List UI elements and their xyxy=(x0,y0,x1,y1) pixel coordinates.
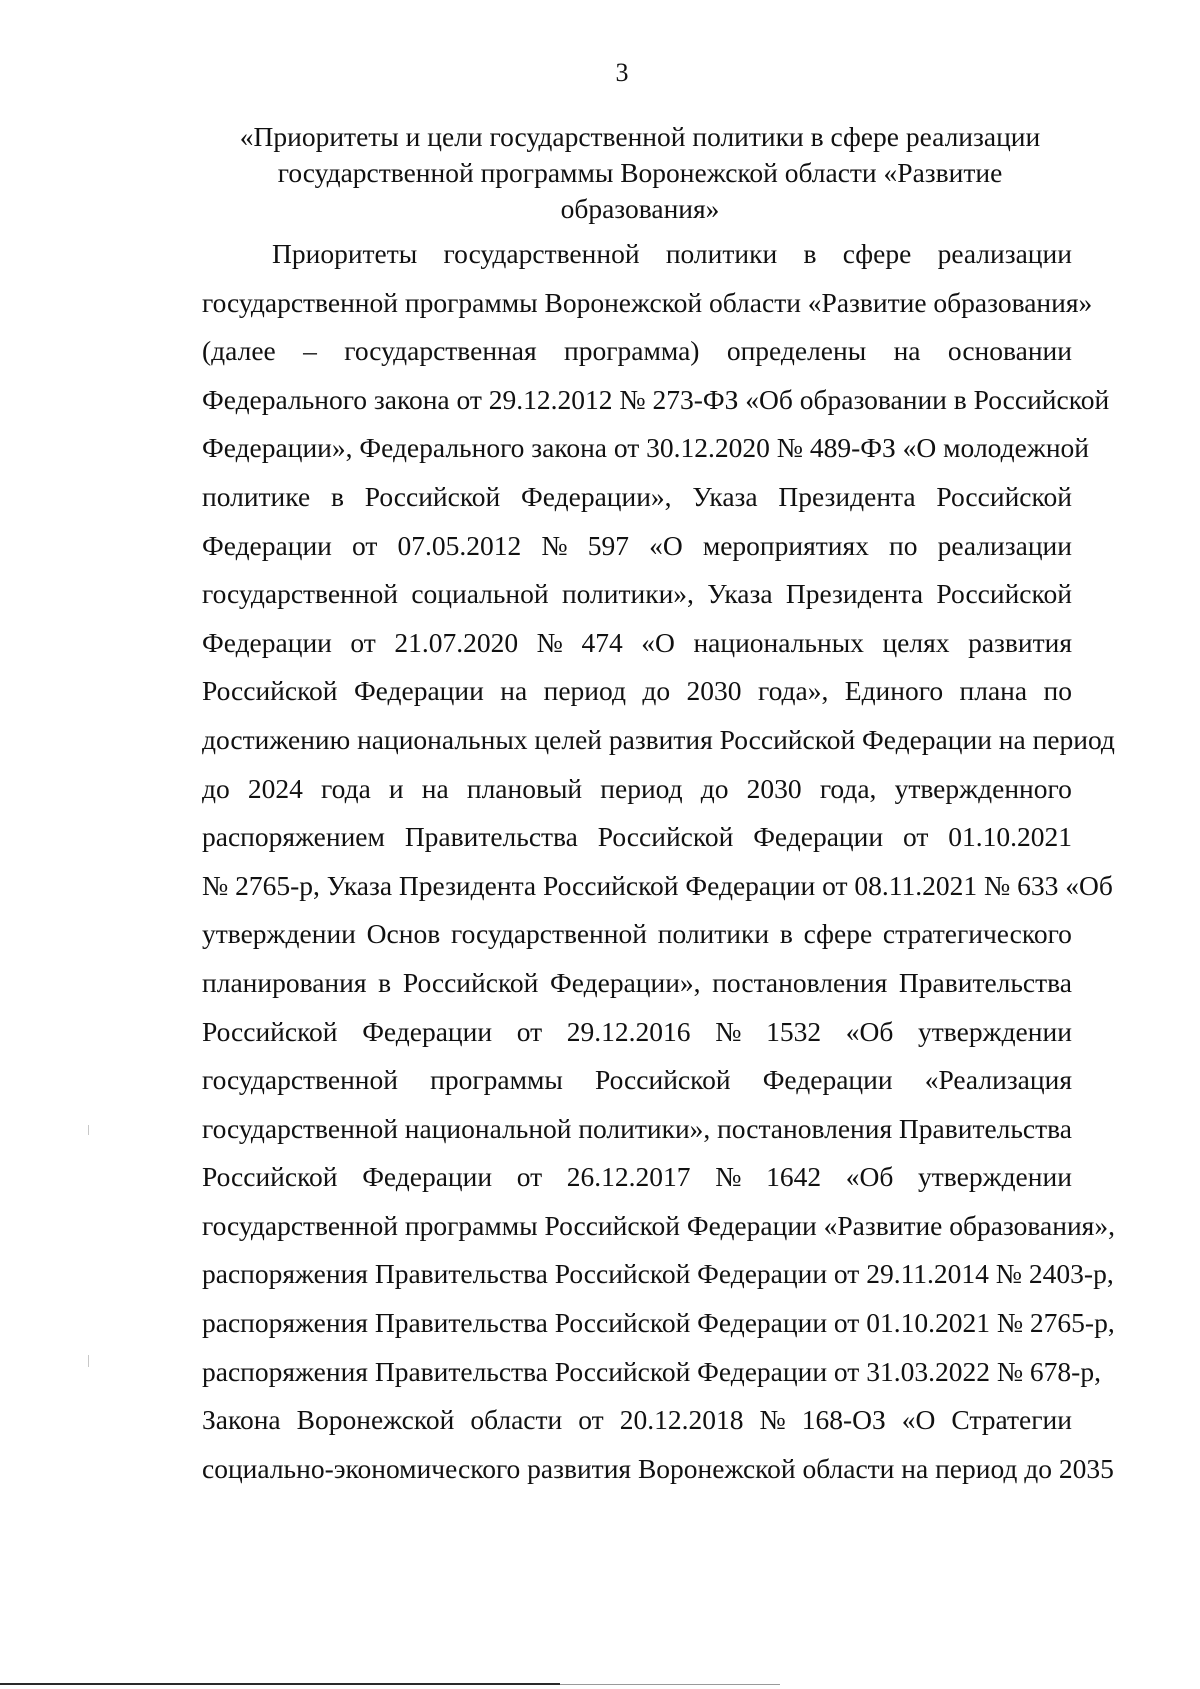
text-word: 2030 xyxy=(746,772,802,804)
text-word: государственной программы Российской Федерации «Развитие образования», xyxy=(202,1209,1115,1241)
text-word: Федерального закона от 29.12.2012 № 273-ФЗ «Об образовании в Российской xyxy=(202,383,1110,415)
text-word: государственной xyxy=(202,578,398,610)
text-line xyxy=(202,765,1072,814)
text-word: политики xyxy=(665,238,778,269)
scan-margin-mark xyxy=(88,1355,89,1367)
text-line xyxy=(202,667,1072,716)
text-word: до xyxy=(202,772,230,804)
text-line xyxy=(202,1056,1072,1105)
text-word: стратегического xyxy=(882,918,1072,950)
text-word: Стратегии xyxy=(951,1404,1072,1436)
text-word: Российской xyxy=(364,480,501,512)
text-word: области xyxy=(470,1404,563,1436)
text-word: Правительства xyxy=(898,1112,1072,1144)
text-word: реализации xyxy=(937,238,1072,269)
text-word: № xyxy=(715,1015,742,1047)
text-line xyxy=(202,1348,1101,1397)
text-word: планирования xyxy=(202,966,367,998)
text-word: Воронежской xyxy=(296,1404,455,1436)
scan-edge-line xyxy=(560,1684,780,1685)
text-word: на xyxy=(893,335,921,367)
text-word: распоряжения Правительства Российской Федерации от 29.11.2014 № 2403-р, xyxy=(202,1258,1114,1290)
text-word: в xyxy=(803,238,817,269)
text-word: от xyxy=(902,821,929,853)
text-word: 20.12.2018 xyxy=(619,1404,744,1436)
text-word: от xyxy=(351,529,378,561)
text-word: от xyxy=(516,1161,543,1193)
text-word: постановления xyxy=(717,1112,893,1144)
text-word: утвержденного xyxy=(894,772,1072,804)
text-word: № xyxy=(541,529,568,561)
text-word: Федерации xyxy=(202,626,332,658)
text-word: № xyxy=(715,1161,742,1193)
text-word: Федерации xyxy=(202,529,332,561)
text-word: Указа xyxy=(707,578,773,610)
body-paragraph xyxy=(202,230,1115,1493)
text-word: программы xyxy=(430,1064,563,1096)
text-word: плана xyxy=(959,675,1028,707)
text-word: 597 xyxy=(587,529,629,561)
text-word: на xyxy=(500,675,528,707)
text-word: Федерации xyxy=(362,1015,493,1047)
text-word: от xyxy=(516,1015,543,1047)
text-word: достижению национальных целей развития Российской Федерации на период xyxy=(202,723,1115,755)
text-word: период xyxy=(543,675,626,707)
text-line xyxy=(202,1445,1114,1494)
text-word: 29.12.2016 xyxy=(566,1015,691,1047)
text-line xyxy=(202,1105,1072,1154)
text-word: Президента xyxy=(785,578,924,610)
text-word: Российской xyxy=(595,1064,731,1096)
text-word: 21.07.2020 xyxy=(394,626,519,658)
text-word: года», xyxy=(757,675,829,707)
text-word: Федерации xyxy=(753,821,884,853)
text-word: социально-экономического развития Воронежской области на период до 2035 xyxy=(202,1452,1114,1484)
text-line xyxy=(202,376,1110,425)
text-word: 474 xyxy=(581,626,623,658)
text-line xyxy=(202,473,1072,522)
text-word: национальной xyxy=(404,1112,572,1144)
text-word: Российской xyxy=(936,480,1072,512)
text-word: государственной xyxy=(450,918,647,950)
text-word: № xyxy=(759,1404,786,1436)
text-word: Федерации xyxy=(353,675,484,707)
text-word: Правительства xyxy=(898,966,1072,998)
text-word: плановый xyxy=(466,772,583,804)
text-word: политики xyxy=(657,918,770,950)
text-word: национальных xyxy=(693,626,864,658)
text-word: государственная xyxy=(344,335,537,367)
text-word: распоряжения Правительства Российской Федерации от 01.10.2021 № 2765-р, xyxy=(202,1307,1115,1339)
text-word: основании xyxy=(947,335,1072,367)
text-word: постановления xyxy=(712,966,888,998)
text-word: «Об xyxy=(845,1015,894,1047)
text-word: 26.12.2017 xyxy=(566,1161,691,1193)
page-number: 3 xyxy=(615,58,629,87)
text-word: в xyxy=(378,966,392,998)
text-word: «О xyxy=(901,1404,936,1436)
scan-edge-line xyxy=(0,1683,560,1685)
text-word: «Об xyxy=(845,1161,894,1193)
text-word: Федерации», xyxy=(521,480,672,512)
text-word: государственной xyxy=(202,1112,398,1144)
text-line xyxy=(202,862,1113,911)
text-word: определены xyxy=(726,335,867,367)
text-word: до xyxy=(642,675,671,707)
text-word: Российской xyxy=(202,675,338,707)
text-line xyxy=(202,1202,1115,1251)
text-word: Основ xyxy=(366,918,441,950)
text-line xyxy=(202,1008,1072,1057)
scan-margin-mark xyxy=(88,1125,89,1135)
text-word: 1642 xyxy=(766,1161,822,1193)
text-word: политике xyxy=(202,480,311,512)
text-word: «Реализация xyxy=(924,1064,1072,1096)
text-word: утверждении xyxy=(918,1015,1072,1047)
text-word: Федерации xyxy=(762,1064,893,1096)
text-word: сфере xyxy=(803,918,873,950)
text-word: Федерации», Федерального закона от 30.12.2020 № 489-ФЗ «О молодежной xyxy=(202,432,1090,464)
text-word: Федерации xyxy=(362,1161,493,1193)
text-line xyxy=(202,813,1072,862)
text-word: Федерации», xyxy=(550,966,701,998)
text-word: 07.05.2012 xyxy=(397,529,522,561)
text-word: года, xyxy=(819,772,877,804)
text-word: № xyxy=(536,626,563,658)
text-line xyxy=(202,424,1090,473)
text-word: 2030 xyxy=(686,675,742,707)
text-line xyxy=(202,279,1093,328)
text-word: года xyxy=(321,772,371,804)
text-word: мероприятиях xyxy=(702,529,869,561)
text-word: Приоритеты xyxy=(272,238,418,269)
text-word: от xyxy=(350,626,376,658)
text-word: в xyxy=(330,480,344,512)
text-word: Закона xyxy=(202,1404,281,1436)
text-line xyxy=(202,910,1072,959)
text-line xyxy=(202,619,1072,668)
text-word: 2024 xyxy=(247,772,303,804)
text-word: распоряжения Правительства Российской Федерации от 31.03.2022 № 678-р, xyxy=(202,1355,1101,1387)
text-word: от xyxy=(578,1404,604,1436)
text-line xyxy=(202,1396,1072,1445)
text-word: № 2765-р, Указа Президента Российской Федерации от 08.11.2021 № 633 «Об xyxy=(202,869,1113,901)
text-word: 168-ОЗ xyxy=(801,1404,886,1436)
text-line xyxy=(202,716,1115,765)
text-word: программа) xyxy=(564,335,700,367)
text-word: политики», xyxy=(578,1112,711,1144)
text-word: Российской xyxy=(597,821,734,853)
text-word: – xyxy=(303,335,317,367)
text-word: 1532 xyxy=(766,1015,822,1047)
text-word: Президента xyxy=(778,480,916,512)
text-word: государственной xyxy=(443,238,640,269)
text-line xyxy=(202,570,1072,619)
heading-line: «Приоритеты и цели государственной политики в сфере реализации xyxy=(239,121,1041,152)
text-word: реализации xyxy=(937,529,1072,561)
text-word: сфере xyxy=(842,238,912,269)
text-word: целях xyxy=(882,626,950,658)
text-word: утверждении xyxy=(202,918,356,950)
text-word: Российской xyxy=(402,966,539,998)
heading-line: государственной программы Воронежской области «Развитие образования» xyxy=(277,157,1003,224)
text-word: (далее xyxy=(202,335,276,367)
text-line xyxy=(202,1299,1115,1348)
text-word: Российской xyxy=(936,578,1072,610)
text-word: «О xyxy=(641,626,675,658)
text-line xyxy=(202,327,1072,376)
text-word: 01.10.2021 xyxy=(948,821,1072,853)
text-line xyxy=(202,522,1072,571)
text-word: в xyxy=(779,918,793,950)
text-word: Российской xyxy=(202,1161,338,1193)
section-heading xyxy=(200,119,1080,227)
text-word: развития xyxy=(968,626,1072,658)
text-word: государственной xyxy=(202,1064,398,1096)
text-word: государственной программы Воронежской области «Развитие образования» xyxy=(202,286,1093,318)
text-word: «О xyxy=(649,529,683,561)
text-word: социальной xyxy=(411,578,549,610)
text-line xyxy=(202,230,1072,279)
text-word: до xyxy=(700,772,729,804)
text-line xyxy=(202,959,1072,1008)
text-word: по xyxy=(889,529,918,561)
text-word: Правительства xyxy=(404,821,578,853)
text-line xyxy=(202,1153,1072,1202)
text-word: утверждении xyxy=(918,1161,1072,1193)
text-word: распоряжением xyxy=(202,821,385,853)
text-word: и xyxy=(388,772,404,804)
text-line xyxy=(202,1250,1114,1299)
text-word: период xyxy=(600,772,683,804)
text-word: на xyxy=(421,772,449,804)
text-word: Единого xyxy=(844,675,944,707)
text-word: политики», xyxy=(561,578,694,610)
text-word: Указа xyxy=(692,480,758,512)
text-word: Российской xyxy=(202,1015,338,1047)
text-word: по xyxy=(1043,675,1072,707)
